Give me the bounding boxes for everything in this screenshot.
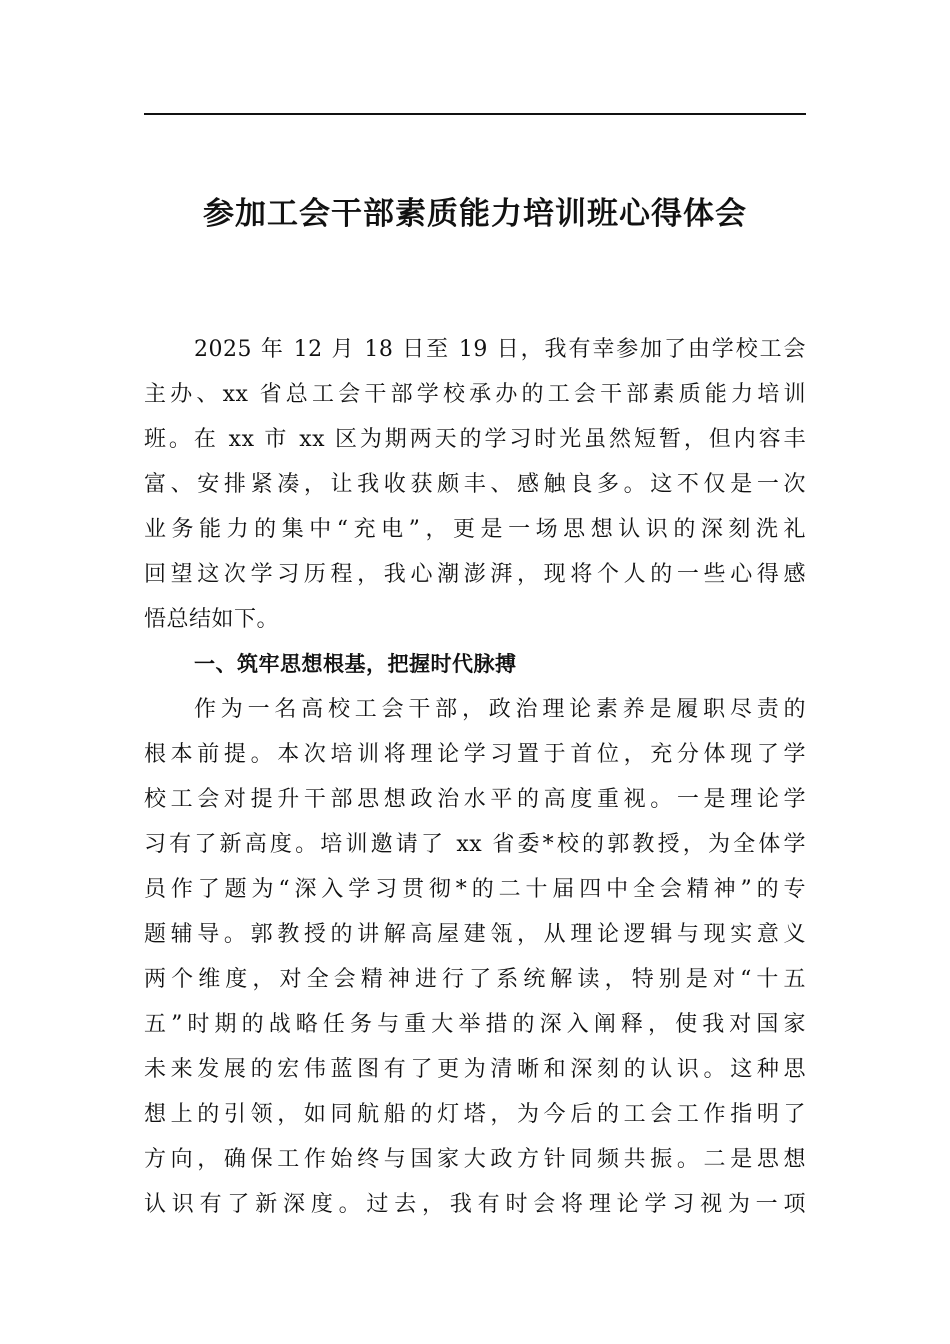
paragraph-2-line: 认识有了新深度。过去，我有时会将理论学习视为一项 [144, 1192, 806, 1217]
paragraph-2-line: 想上的引领，如同航船的灯塔，为今后的工会工作指明了 [144, 1102, 806, 1127]
document-body [144, 327, 806, 1227]
paragraph-1-line: 主办、xx 省总工会干部学校承办的工会干部素质能力培训 [144, 382, 806, 407]
paragraph-1-line: 悟总结如下。 [144, 607, 280, 632]
paragraph-2-line: 员作了题为“深入学习贯彻*的二十届四中全会精神”的专 [144, 877, 806, 902]
paragraph-1-line: 富、安排紧凑，让我收获颇丰、感触良多。这不仅是一次 [144, 472, 806, 497]
section-1-heading: 一、筑牢思想根基，把握时代脉搏 [194, 652, 517, 676]
paragraph-2-line: 方向，确保工作始终与国家大政方针同频共振。二是思想 [144, 1147, 806, 1172]
paragraph-1-line: 回望这次学习历程，我心潮澎湃，现将个人的一些心得感 [144, 562, 806, 587]
paragraph-2-line: 两个维度，对全会精神进行了系统解读，特别是对“十五 [144, 967, 806, 992]
paragraph-2-line: 根本前提。本次培训将理论学习置于首位，充分体现了学 [144, 742, 806, 767]
paragraph-2-line: 习有了新高度。培训邀请了 xx 省委*校的郭教授，为全体学 [144, 832, 806, 857]
paragraph-1-line: 2025 年 12 月 18 日至 19 日，我有幸参加了由学校工会 [194, 337, 806, 362]
paragraph-2-line: 题辅导。郭教授的讲解高屋建瓴，从理论逻辑与现实意义 [144, 922, 806, 947]
paragraph-2-line: 五”时期的战略任务与重大举措的深入阐释，使我对国家 [144, 1012, 806, 1037]
document-title: 参加工会干部素质能力培训班心得体会 [203, 196, 747, 232]
paragraph-2-line: 作为一名高校工会干部，政治理论素养是履职尽责的 [194, 697, 806, 722]
paragraph-2-line: 未来发展的宏伟蓝图有了更为清晰和深刻的认识。这种思 [144, 1057, 806, 1082]
paragraph-1-line: 班。在 xx 市 xx 区为期两天的学习时光虽然短暂，但内容丰 [144, 427, 806, 452]
paragraph-1-line: 业务能力的集中“充电”，更是一场思想认识的深刻洗礼 [144, 517, 806, 542]
header-rule [144, 113, 806, 115]
paragraph-2-line: 校工会对提升干部思想政治水平的高度重视。一是理论学 [144, 787, 806, 812]
